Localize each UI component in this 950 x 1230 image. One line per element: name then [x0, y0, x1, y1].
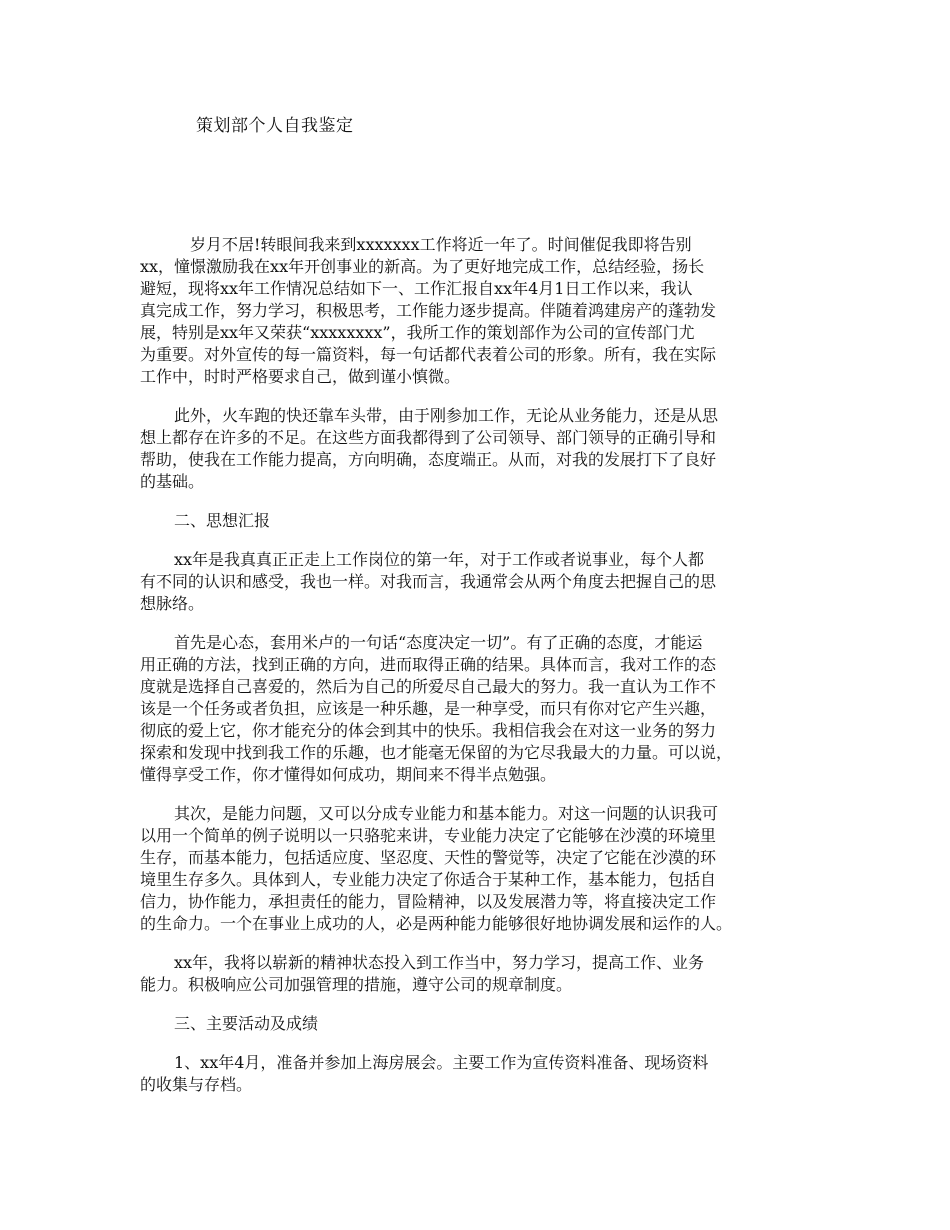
paragraph-support: [140, 405, 820, 493]
paragraph-line: xx年是我真真正正走上工作岗位的第一年，对于工作或者说事业，每个人都: [174, 550, 705, 569]
paragraph-line: 其次，是能力问题，又可以分成专业能力和基本能力。对这一问题的认识我可: [174, 804, 719, 823]
paragraph-intro: [140, 234, 820, 388]
paragraph-line: 生存，而基本能力，包括适应度、坚忍度、天性的警觉等，决定了它能在沙漠的环: [140, 848, 717, 867]
paragraph-line: 境里生存多久。具体到人，专业能力决定了你适合于某种工作，基本能力，包括自: [140, 870, 717, 889]
paragraph-line: 懂得享受工作，你才懂得如何成功，期间来不得半点勉强。: [140, 765, 557, 784]
paragraph-line: 想脉络。: [140, 594, 205, 613]
paragraph-line: 岁月不居!转眼间我来到xxxxxxx工作将近一年了。时间催促我即将告别: [190, 235, 692, 254]
paragraph-line: 为重要。对外宣传的每一篇资料，每一句话都代表着公司的形象。所有，我在实际: [140, 345, 717, 364]
paragraph-line: 1、xx年4月，准备并参加上海房展会。主要工作为宣传资料准备、现场资料: [174, 1053, 709, 1072]
paragraph-line: xx年，我将以崭新的精神状态投入到工作当中，努力学习，提高工作、业务: [174, 953, 705, 972]
section-heading-activities: 三、主要活动及成绩: [174, 1014, 319, 1033]
paragraph-line: 用正确的方法，找到正确的方向，进而取得正确的结果。具体而言，我对工作的态: [140, 655, 717, 674]
document-title: 策划部个人自我鉴定: [196, 116, 354, 136]
paragraph-line: 信力，协作能力，承担责任的能力，冒险精神，以及发展潜力等，将直接决定工作: [140, 892, 717, 911]
paragraph-line: 有不同的认识和感受，我也一样。对我而言，我通常会从两个角度去把握自己的思: [140, 572, 717, 591]
paragraph-attitude: [140, 632, 820, 786]
paragraph-activity-1: [140, 1052, 820, 1096]
paragraph-line: 以用一个简单的例子说明以一只骆驼来讲，专业能力决定了它能够在沙漠的环境里: [140, 826, 717, 845]
paragraph-line: 彻底的爱上它，你才能充分的体会到其中的快乐。我相信我会在对这一业务的努力: [140, 721, 717, 740]
paragraph-line: xx，憧憬激励我在xx年开创事业的新高。为了更好地完成工作，总结经验，扬长: [140, 257, 705, 276]
paragraph-line: 的基础。: [140, 472, 205, 491]
paragraph-line: 避短，现将xx年工作情况总结如下一、工作汇报自xx年4月1日工作以来，我认: [140, 279, 693, 298]
paragraph-line: 工作中，时时严格要求自己，做到谨小慎微。: [140, 367, 461, 386]
paragraph-line: 的收集与存档。: [140, 1075, 253, 1094]
paragraph-line: 想上都存在许多的不足。在这些方面我都得到了公司领导、部门领导的正确引导和: [140, 428, 717, 447]
paragraph-plan: [140, 952, 820, 996]
paragraph-line: 该是一个任务或者负担，应该是一种乐趣，是一种享受，而只有你对它产生兴趣，: [140, 699, 717, 718]
paragraph-line: 的生命力。一个在事业上成功的人，必是两种能力能够很好地协调发展和运作的人。: [140, 914, 733, 933]
paragraph-line: 真完成工作，努力学习，积极思考，工作能力逐步提高。伴随着鸿建房产的蓬勃发: [140, 301, 717, 320]
paragraph-line: 探索和发现中找到我工作的乐趣，也才能毫无保留的为它尽我最大的力量。可以说，: [140, 743, 733, 762]
document-body: [140, 234, 820, 1113]
paragraph-line: 此外，火车跑的快还靠车头带，由于刚参加工作，无论从业务能力，还是从思: [174, 406, 719, 425]
paragraph-line: 能力。积极响应公司加强管理的措施，遵守公司的规章制度。: [140, 975, 573, 994]
paragraph-line: 首先是心态，套用米卢的一句话“态度决定一切”。有了正确的态度，才能运: [174, 633, 703, 652]
paragraph-ability: [140, 803, 820, 935]
section-heading-thoughts: 二、思想汇报: [174, 511, 271, 530]
paragraph-line: 度就是选择自己喜爱的，然后为自己的所爱尽自己最大的努力。我一直认为工作不: [140, 677, 717, 696]
paragraph-first-year: [140, 549, 820, 615]
paragraph-line: 帮助，使我在工作能力提高，方向明确，态度端正。从而，对我的发展打下了良好: [140, 450, 717, 469]
paragraph-line: 展，特别是xx年又荣获“xxxxxxxx”，我所工作的策划部作为公司的宣传部门尤: [140, 323, 695, 342]
